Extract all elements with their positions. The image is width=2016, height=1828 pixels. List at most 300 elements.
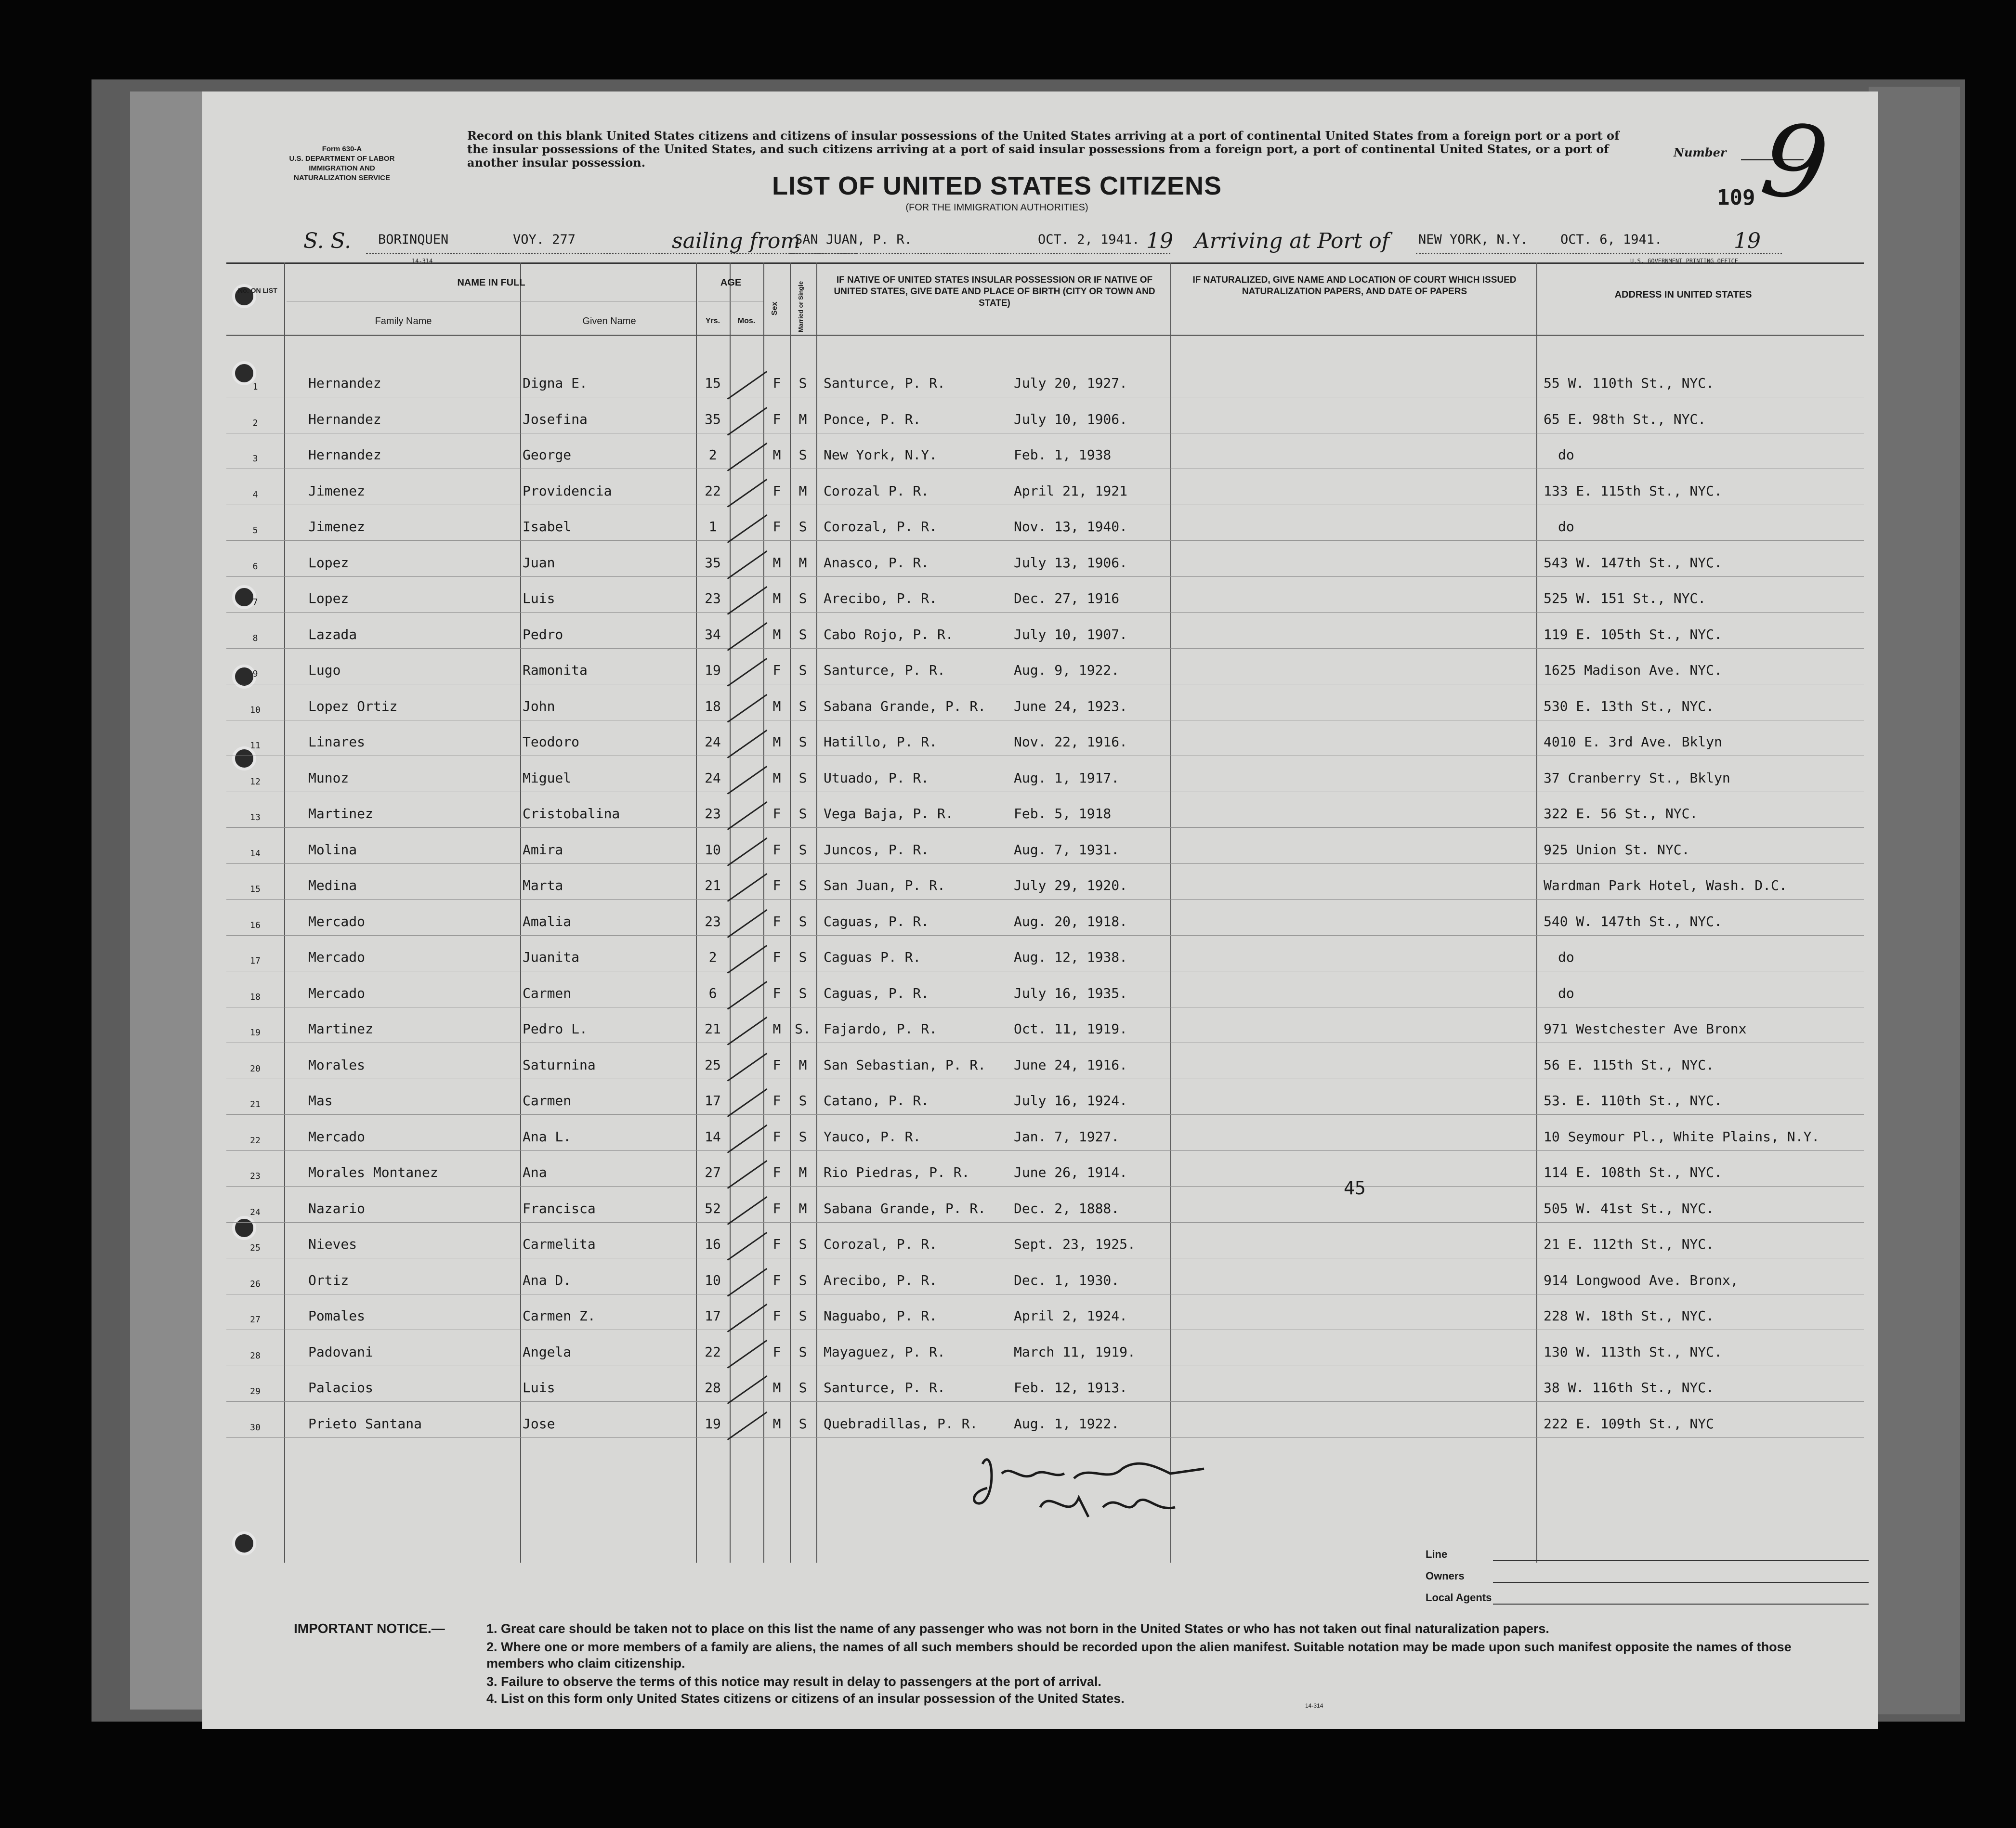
tick-mark	[727, 1124, 768, 1153]
birth-date: Aug. 9, 1922.	[1014, 662, 1120, 678]
given-name: Carmen Z.	[523, 1308, 596, 1324]
birth-date: July 10, 1906.	[1014, 411, 1128, 427]
sex: F	[772, 949, 781, 965]
given-name: Juanita	[523, 949, 580, 965]
us-address: 1625 Madison Ave. NYC.	[1544, 662, 1722, 678]
birth-date: Sept. 23, 1925.	[1014, 1236, 1136, 1252]
birth-date: July 29, 1920.	[1014, 877, 1128, 893]
us-address: do	[1558, 985, 1574, 1001]
birth-place: Caguas, P. R.	[824, 913, 929, 929]
header-sex: Sex	[771, 301, 779, 315]
family-name: Prieto Santana	[308, 1415, 422, 1432]
col-divider	[520, 262, 521, 1563]
row-number: 3	[252, 454, 258, 464]
birth-place: Corozal, P. R.	[824, 1236, 938, 1252]
age-years: 25	[705, 1057, 721, 1073]
notice-heading: IMPORTANT NOTICE.—	[294, 1621, 445, 1636]
row-number: 11	[250, 741, 261, 751]
birth-date: Aug. 20, 1918.	[1014, 913, 1128, 929]
us-address: do	[1558, 447, 1574, 463]
marital-status: S	[799, 1415, 807, 1432]
header-bottom-border	[226, 335, 1864, 336]
col-divider	[284, 262, 285, 1563]
marital-status: M	[799, 1200, 807, 1216]
local-agents-label: Local Agents	[1426, 1592, 1492, 1604]
sex: F	[772, 411, 781, 427]
tick-mark	[727, 586, 768, 615]
given-name: Pedro L.	[523, 1021, 588, 1037]
us-address: 222 E. 109th St., NYC	[1544, 1415, 1715, 1432]
age-years: 17	[705, 1308, 721, 1324]
sex: F	[772, 662, 781, 678]
family-name: Lopez	[308, 590, 349, 606]
tick-mark	[727, 801, 768, 830]
given-name: Isabel	[523, 519, 572, 535]
given-name: Luis	[523, 1380, 555, 1396]
tick-mark	[727, 1196, 768, 1225]
row-rule	[226, 1222, 1864, 1223]
sex: F	[772, 1093, 781, 1109]
age-years: 10	[705, 841, 721, 858]
row-rule	[226, 648, 1864, 649]
given-name: John	[523, 698, 555, 714]
marital-status: S	[799, 1093, 807, 1109]
marital-status: S	[799, 1344, 807, 1360]
family-name: Ortiz	[308, 1272, 349, 1288]
tick-mark	[727, 1053, 768, 1082]
sex: F	[772, 1164, 781, 1180]
ss-label: S. S.	[303, 229, 352, 253]
tick-mark	[727, 873, 768, 902]
marital-status: S	[799, 590, 807, 606]
given-name: Teodoro	[523, 734, 580, 750]
owners-label: Owners	[1426, 1570, 1465, 1582]
marital-status: S	[799, 519, 807, 535]
notice-item-4: 4. List on this form only United States citizens or citizens of an insular possession of the United States.	[486, 1691, 1125, 1706]
birth-place: Quebradillas, P. R.	[824, 1415, 978, 1432]
sex: F	[772, 913, 781, 929]
notice-item-2: 2. Where one or more members of a family are aliens, the names of all such members should be recorded upon the alien manifest. Suitable notation may be made upon such manifest opposite the names of those members who claim citizenship.	[486, 1640, 1792, 1671]
binder-strip-left	[130, 91, 212, 1710]
marital-status: M	[799, 1164, 807, 1180]
header-given-name: Given Name	[582, 316, 636, 326]
marital-status: S	[799, 877, 807, 893]
family-name: Hernandez	[308, 375, 381, 391]
sex: F	[772, 483, 781, 499]
birth-place: Juncos, P. R.	[824, 841, 929, 858]
row-rule	[226, 612, 1864, 613]
page-title: LIST OF UNITED STATES CITIZENS	[772, 171, 1222, 200]
family-name: Morales	[308, 1057, 366, 1073]
family-name: Lazada	[308, 626, 357, 642]
us-address: 55 W. 110th St., NYC.	[1544, 375, 1715, 391]
row-rule	[226, 576, 1864, 577]
birth-date: March 11, 1919.	[1014, 1344, 1136, 1360]
birth-place: Arecibo, P. R.	[824, 1272, 938, 1288]
row-number: 17	[250, 956, 261, 966]
given-name: Ramonita	[523, 662, 588, 678]
row-number: 25	[250, 1243, 261, 1253]
sex: M	[772, 1415, 781, 1432]
tick-mark	[727, 1088, 768, 1117]
family-name: Pomales	[308, 1308, 366, 1324]
local-agents-field	[1493, 1604, 1869, 1605]
birth-date: Jan. 7, 1927.	[1014, 1128, 1120, 1145]
header-name-in-full: NAME IN FULL	[457, 277, 525, 288]
tick-mark	[727, 514, 768, 543]
age-years: 28	[705, 1380, 721, 1396]
departure-date: OCT. 2, 1941.	[1038, 232, 1140, 247]
tick-mark	[727, 1160, 768, 1189]
tick-mark	[727, 407, 768, 436]
age-years: 24	[705, 734, 721, 750]
given-name: Providencia	[523, 483, 612, 499]
us-address: 228 W. 18th St., NYC.	[1544, 1308, 1715, 1324]
tick-mark	[727, 1304, 768, 1332]
sex: M	[772, 626, 781, 642]
family-name: Hernandez	[308, 411, 381, 427]
birth-date: July 16, 1924.	[1014, 1093, 1128, 1109]
row-rule	[226, 1401, 1864, 1402]
age-years: 34	[705, 626, 721, 642]
given-name: Pedro	[523, 626, 563, 642]
row-number: 15	[250, 884, 261, 894]
col-divider	[816, 262, 817, 1563]
us-address: 65 E. 98th St., NYC.	[1544, 411, 1706, 427]
sex: M	[772, 734, 781, 750]
us-address: do	[1558, 519, 1574, 535]
row-number: 21	[250, 1099, 261, 1110]
row-number: 5	[252, 525, 258, 535]
sex: M	[772, 1021, 781, 1037]
marital-status: S	[799, 913, 807, 929]
family-name: Mercado	[308, 1128, 366, 1145]
row-number: 10	[250, 705, 261, 715]
birth-place: Naguabo, P. R.	[824, 1308, 938, 1324]
birth-date: Nov. 13, 1940.	[1014, 519, 1128, 535]
record-instructions: Record on this blank United States citizens and citizens of insular possessions of the United States arriving at a port of continental United States from a foreign port or a port of the insular possessions of the United States, and such citizens arriving at a port of said insular possessions from a foreign port, a port of continental United States, or a port of another insular possession.	[467, 129, 1620, 170]
row-number: 22	[250, 1135, 261, 1146]
year-prefix-1: 19	[1146, 229, 1173, 253]
tick-mark	[727, 622, 768, 651]
marital-status: S	[799, 770, 807, 786]
given-name: Angela	[523, 1344, 572, 1360]
birth-place: Mayaguez, P. R.	[824, 1344, 945, 1360]
sex: M	[772, 590, 781, 606]
owners-field	[1493, 1582, 1869, 1583]
us-address: 56 E. 115th St., NYC.	[1544, 1057, 1715, 1073]
marital-status: S	[799, 447, 807, 463]
age-years: 18	[705, 698, 721, 714]
us-address: 971 Westchester Ave Bronx	[1544, 1021, 1747, 1037]
row-number: 16	[250, 920, 261, 930]
row-rule	[226, 1150, 1864, 1151]
age-years: 21	[705, 877, 721, 893]
tick-mark	[727, 766, 768, 795]
marital-status: M	[799, 554, 807, 571]
number-label: Number	[1674, 145, 1727, 159]
sex: F	[772, 877, 781, 893]
family-name: Lugo	[308, 662, 341, 678]
given-name: Ana D.	[523, 1272, 572, 1288]
family-name: Palacios	[308, 1380, 373, 1396]
age-years: 2	[708, 949, 717, 965]
age-years: 2	[708, 447, 717, 463]
sex: F	[772, 1236, 781, 1252]
us-address: 114 E. 108th St., NYC.	[1544, 1164, 1722, 1180]
row-number: 7	[252, 597, 258, 607]
sex: F	[772, 1128, 781, 1145]
tick-mark	[727, 981, 768, 1010]
birth-place: Santurce, P. R.	[824, 375, 945, 391]
given-name: Miguel	[523, 770, 572, 786]
age-years: 35	[705, 554, 721, 571]
notice-item-3: 3. Failure to observe the terms of this notice may result in delay to passengers at the port of arrival.	[486, 1674, 1101, 1689]
sex: F	[772, 1308, 781, 1324]
col-divider	[1536, 262, 1537, 1563]
us-address: 543 W. 147th St., NYC.	[1544, 554, 1722, 571]
row-number: 4	[252, 489, 258, 500]
given-name: Jose	[523, 1415, 555, 1432]
family-name: Martinez	[308, 1021, 373, 1037]
ship-name: BORINQUEN	[378, 232, 449, 247]
birth-place: San Sebastian, P. R.	[824, 1057, 986, 1073]
notice-item-1: 1. Great care should be taken not to place on this list the name of any passenger who was not born in the United States or who has not taken out final naturalization papers.	[486, 1621, 1549, 1636]
family-name: Medina	[308, 877, 357, 893]
arrival-date: OCT. 6, 1941.	[1560, 232, 1663, 247]
family-name: Martinez	[308, 806, 373, 822]
age-years: 22	[705, 483, 721, 499]
tick-mark	[727, 658, 768, 687]
us-address: 322 E. 56 St., NYC.	[1544, 806, 1698, 822]
marital-status: M	[799, 1057, 807, 1073]
handwritten-number: 9	[1754, 99, 1835, 226]
passenger-table	[226, 262, 1864, 1563]
given-name: Amira	[523, 841, 563, 858]
marital-status: S	[799, 1128, 807, 1145]
birth-date: Dec. 2, 1888.	[1014, 1200, 1120, 1216]
service-name-line-2: NATURALIZATION SERVICE	[293, 174, 390, 182]
birth-place: Catano, P. R.	[824, 1093, 929, 1109]
birth-date: July 13, 1906.	[1014, 554, 1128, 571]
given-name: Saturnina	[523, 1057, 596, 1073]
marital-status: S	[799, 1272, 807, 1288]
sex: F	[772, 1344, 781, 1360]
us-address: do	[1558, 949, 1574, 965]
birth-place: Caguas P. R.	[824, 949, 921, 965]
voyage-number: VOY. 277	[513, 232, 576, 247]
row-number: 24	[250, 1207, 261, 1217]
marital-status: S	[799, 1236, 807, 1252]
sex: M	[772, 554, 781, 571]
sex: M	[772, 698, 781, 714]
age-years: 6	[708, 985, 717, 1001]
birth-date: July 16, 1935.	[1014, 985, 1128, 1001]
birth-place: Rio Piedras, P. R.	[824, 1164, 970, 1180]
department-name: U.S. DEPARTMENT OF LABOR	[289, 155, 395, 163]
birth-date: Aug. 1, 1917.	[1014, 770, 1120, 786]
birth-place: Santurce, P. R.	[824, 662, 945, 678]
family-name: Jimenez	[308, 483, 366, 499]
given-name: Amalia	[523, 913, 572, 929]
birth-place: Anasco, P. R.	[824, 554, 929, 571]
birth-place: Yauco, P. R.	[824, 1128, 921, 1145]
arrival-port: NEW YORK, N.Y.	[1418, 232, 1528, 247]
us-address: 914 Longwood Ave. Bronx,	[1544, 1272, 1739, 1288]
sailing-underline	[790, 253, 1170, 254]
us-address: 53. E. 110th St., NYC.	[1544, 1093, 1722, 1109]
birth-place: Corozal, P. R.	[824, 519, 938, 535]
marital-status: S	[799, 734, 807, 750]
row-rule	[226, 827, 1864, 828]
arrival-underline	[1416, 253, 1782, 254]
marital-status: S	[799, 1380, 807, 1396]
sex: F	[772, 806, 781, 822]
family-name: Mercado	[308, 985, 366, 1001]
birth-date: June 26, 1914.	[1014, 1164, 1128, 1180]
col-divider	[1170, 262, 1171, 1563]
row-number: 2	[252, 418, 258, 428]
us-address: Wardman Park Hotel, Wash. D.C.	[1544, 877, 1787, 893]
official-signature	[963, 1435, 1233, 1531]
birth-date: Dec. 1, 1930.	[1014, 1272, 1120, 1288]
tick-mark	[727, 1411, 768, 1440]
sex: F	[772, 841, 781, 858]
us-address: 37 Cranberry St., Bklyn	[1544, 770, 1730, 786]
age-years: 27	[705, 1164, 721, 1180]
family-name: Mercado	[308, 913, 366, 929]
marital-status: S	[799, 698, 807, 714]
birth-date: Feb. 5, 1918	[1014, 806, 1112, 822]
header-years: Yrs.	[705, 317, 720, 325]
us-address: 505 W. 41st St., NYC.	[1544, 1200, 1715, 1216]
family-name: Nieves	[308, 1236, 357, 1252]
tick-mark	[727, 1375, 768, 1404]
header-months: Mos.	[737, 317, 756, 325]
row-number: 23	[250, 1171, 261, 1181]
family-name: Morales Montanez	[308, 1164, 438, 1180]
col-divider	[696, 262, 697, 1563]
row-number: 19	[250, 1028, 261, 1038]
given-name: Carmen	[523, 985, 572, 1001]
tick-mark	[727, 550, 768, 579]
given-name: George	[523, 447, 572, 463]
us-address: 130 W. 113th St., NYC.	[1544, 1344, 1722, 1360]
given-name: Digna E.	[523, 375, 588, 391]
row-rule	[226, 540, 1864, 541]
row-number: 20	[250, 1063, 261, 1074]
family-name: Molina	[308, 841, 357, 858]
sex: F	[772, 1057, 781, 1073]
col-divider	[730, 262, 731, 1563]
family-name: Mercado	[308, 949, 366, 965]
sex: F	[772, 519, 781, 535]
form-identifier	[255, 144, 429, 183]
row-number: 8	[252, 633, 258, 643]
handwritten-annotation: 45	[1344, 1177, 1366, 1199]
us-address: 21 E. 112th St., NYC.	[1544, 1236, 1715, 1252]
family-name: Jimenez	[308, 519, 366, 535]
birth-place: Arecibo, P. R.	[824, 590, 938, 606]
sex: F	[772, 985, 781, 1001]
birth-place: Utuado, P. R.	[824, 770, 929, 786]
marital-status: S	[799, 1308, 807, 1324]
sex: F	[772, 1200, 781, 1216]
age-years: 23	[705, 806, 721, 822]
tick-mark	[727, 694, 768, 723]
age-years: 52	[705, 1200, 721, 1216]
birth-date: Dec. 27, 1916	[1014, 590, 1120, 606]
age-years: 10	[705, 1272, 721, 1288]
service-name-line-1: IMMIGRATION AND	[309, 164, 375, 172]
age-years: 23	[705, 913, 721, 929]
row-rule	[226, 1186, 1864, 1187]
us-address: 540 W. 147th St., NYC.	[1544, 913, 1722, 929]
birth-date: April 21, 1921	[1014, 483, 1128, 499]
header-naturalized: IF NATURALIZED, GIVE NAME AND LOCATION OF COURT WHICH ISSUED NATURALIZATION PAPERS, AND DATE OF PAPERS	[1192, 275, 1517, 297]
birth-place: San Juan, P. R.	[824, 877, 945, 893]
us-address: 530 E. 13th St., NYC.	[1544, 698, 1715, 714]
birth-date: June 24, 1923.	[1014, 698, 1128, 714]
row-number: 18	[250, 992, 261, 1002]
tick-mark	[727, 1340, 768, 1369]
age-years: 1	[708, 519, 717, 535]
age-years: 16	[705, 1236, 721, 1252]
tick-mark	[727, 945, 768, 974]
given-name: Carmelita	[523, 1236, 596, 1252]
row-number: 29	[250, 1386, 261, 1397]
birth-date: July 10, 1907.	[1014, 626, 1128, 642]
tick-mark	[727, 443, 768, 471]
birth-place: Vega Baja, P. R.	[824, 806, 954, 822]
row-number: 1	[252, 382, 258, 392]
row-number: 13	[250, 812, 261, 823]
birth-place: Fajardo, P. R.	[824, 1021, 938, 1037]
age-years: 22	[705, 1344, 721, 1360]
marital-status: S	[799, 841, 807, 858]
sex: M	[772, 1380, 781, 1396]
birth-place: Sabana Grande, P. R.	[824, 698, 986, 714]
departure-port: SAN JUAN, P. R.	[795, 232, 912, 247]
birth-place: Hatillo, P. R.	[824, 734, 938, 750]
manifest-sheet	[202, 91, 1878, 1729]
given-name: Ana	[523, 1164, 547, 1180]
sex: M	[772, 447, 781, 463]
family-name: Nazario	[308, 1200, 366, 1216]
family-name: Linares	[308, 734, 366, 750]
tick-mark	[727, 837, 768, 866]
age-years: 15	[705, 375, 721, 391]
row-rule	[226, 899, 1864, 900]
marital-status: S.	[795, 1021, 811, 1037]
birth-place: Santurce, P. R.	[824, 1380, 945, 1396]
row-number: 12	[250, 776, 261, 787]
given-name: Francisca	[523, 1200, 596, 1216]
family-name: Mas	[308, 1093, 333, 1109]
age-years: 21	[705, 1021, 721, 1037]
row-number: 26	[250, 1279, 261, 1289]
tick-mark	[727, 909, 768, 938]
us-address: 38 W. 116th St., NYC.	[1544, 1380, 1715, 1396]
header-address: ADDRESS IN UNITED STATES	[1614, 289, 1752, 300]
tick-mark	[727, 1232, 768, 1261]
us-address: 4010 E. 3rd Ave. Bklyn	[1544, 734, 1722, 750]
row-number: 30	[250, 1422, 261, 1433]
marital-status: S	[799, 806, 807, 822]
us-address: 119 E. 105th St., NYC.	[1544, 626, 1722, 642]
marital-status: S	[799, 985, 807, 1001]
header-birth: IF NATIVE OF UNITED STATES INSULAR POSSESSION OR IF NATIVE OF UNITED STATES, GIVE DATE AND PLACE OF BIRTH (CITY OR TOWN AND STATE)	[834, 275, 1155, 308]
